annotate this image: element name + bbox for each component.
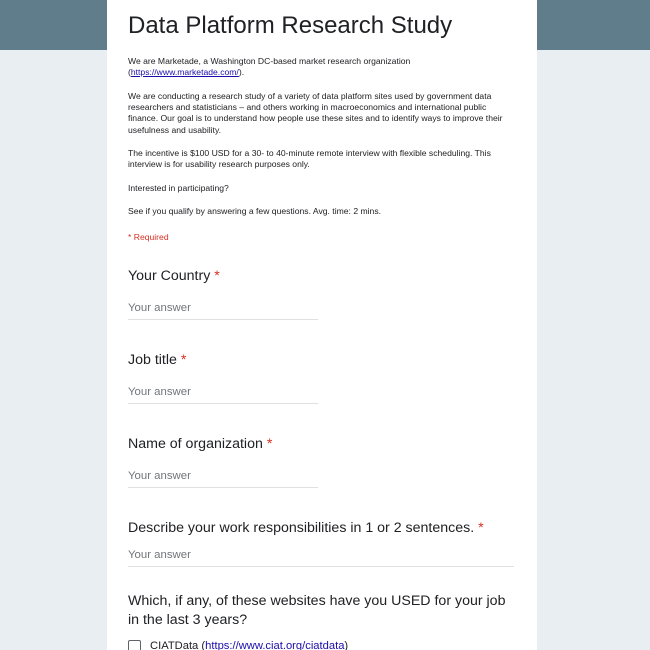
intro-paragraph	[128, 56, 516, 78]
intro-after: ).	[238, 67, 245, 78]
organization-input[interactable]: Your answer	[128, 467, 318, 488]
required-asterisk: *	[180, 352, 187, 368]
required-asterisk: *	[214, 268, 220, 284]
required-asterisk: *	[266, 436, 273, 452]
option-after: )	[344, 640, 349, 650]
question-responsibilities	[128, 519, 516, 561]
marketade-link[interactable]: https://www.marketade.com/	[130, 67, 239, 78]
country-input[interactable]: Your answer	[128, 299, 318, 320]
form-card	[107, 0, 537, 650]
checkbox-option-ciatdata[interactable]	[128, 640, 516, 650]
question-label: Name of organization	[128, 436, 263, 452]
required-asterisk: *	[478, 520, 484, 536]
question-websites-used	[128, 592, 516, 630]
incentive-description: The incentive is $100 USD for a 30- to 40-minute remote interview with flexible scheduling. This interview is for usability research purposes only.	[128, 148, 491, 170]
qualify-instructions: See if you qualify by answering a few questions. Avg. time: 2 mins.	[128, 206, 382, 216]
question-title	[128, 435, 516, 454]
question-label: Job title	[128, 352, 177, 368]
option-text: CIATData (	[150, 640, 206, 650]
question-title	[128, 519, 516, 538]
question-label: Your Country	[128, 268, 211, 284]
question-title	[128, 351, 516, 370]
checkbox-label[interactable]	[150, 639, 348, 650]
job-title-input[interactable]: Your answer	[128, 383, 318, 404]
question-country	[128, 267, 516, 314]
interest-question: Interested in participating?	[128, 183, 229, 193]
question-title: Which, if any, of these websites have you USED for your job in the last 3 years?	[128, 593, 506, 628]
form-title: Data Platform Research Study	[128, 12, 453, 39]
study-description: We are conducting a research study of a variety of data platform sites used by government data researchers and statisticians – and others working in macroeconomics and international public finance. Our goal is to understand how people use these sites and to identify ways to improve their usefulness and usability.	[128, 91, 503, 135]
required-note: * Required	[128, 232, 169, 242]
ciatdata-link[interactable]: https://www.ciat.org/ciatdata	[205, 640, 345, 650]
responsibilities-input[interactable]: Your answer	[128, 546, 514, 567]
question-job-title	[128, 351, 516, 398]
checkbox[interactable]	[128, 640, 141, 650]
intro-text: We are Marketade, a Washington DC-based market research organization (	[128, 56, 411, 78]
question-title	[128, 267, 516, 286]
question-label: Describe your work responsibilities in 1 or 2 sentences.	[128, 520, 475, 536]
question-organization	[128, 435, 516, 482]
